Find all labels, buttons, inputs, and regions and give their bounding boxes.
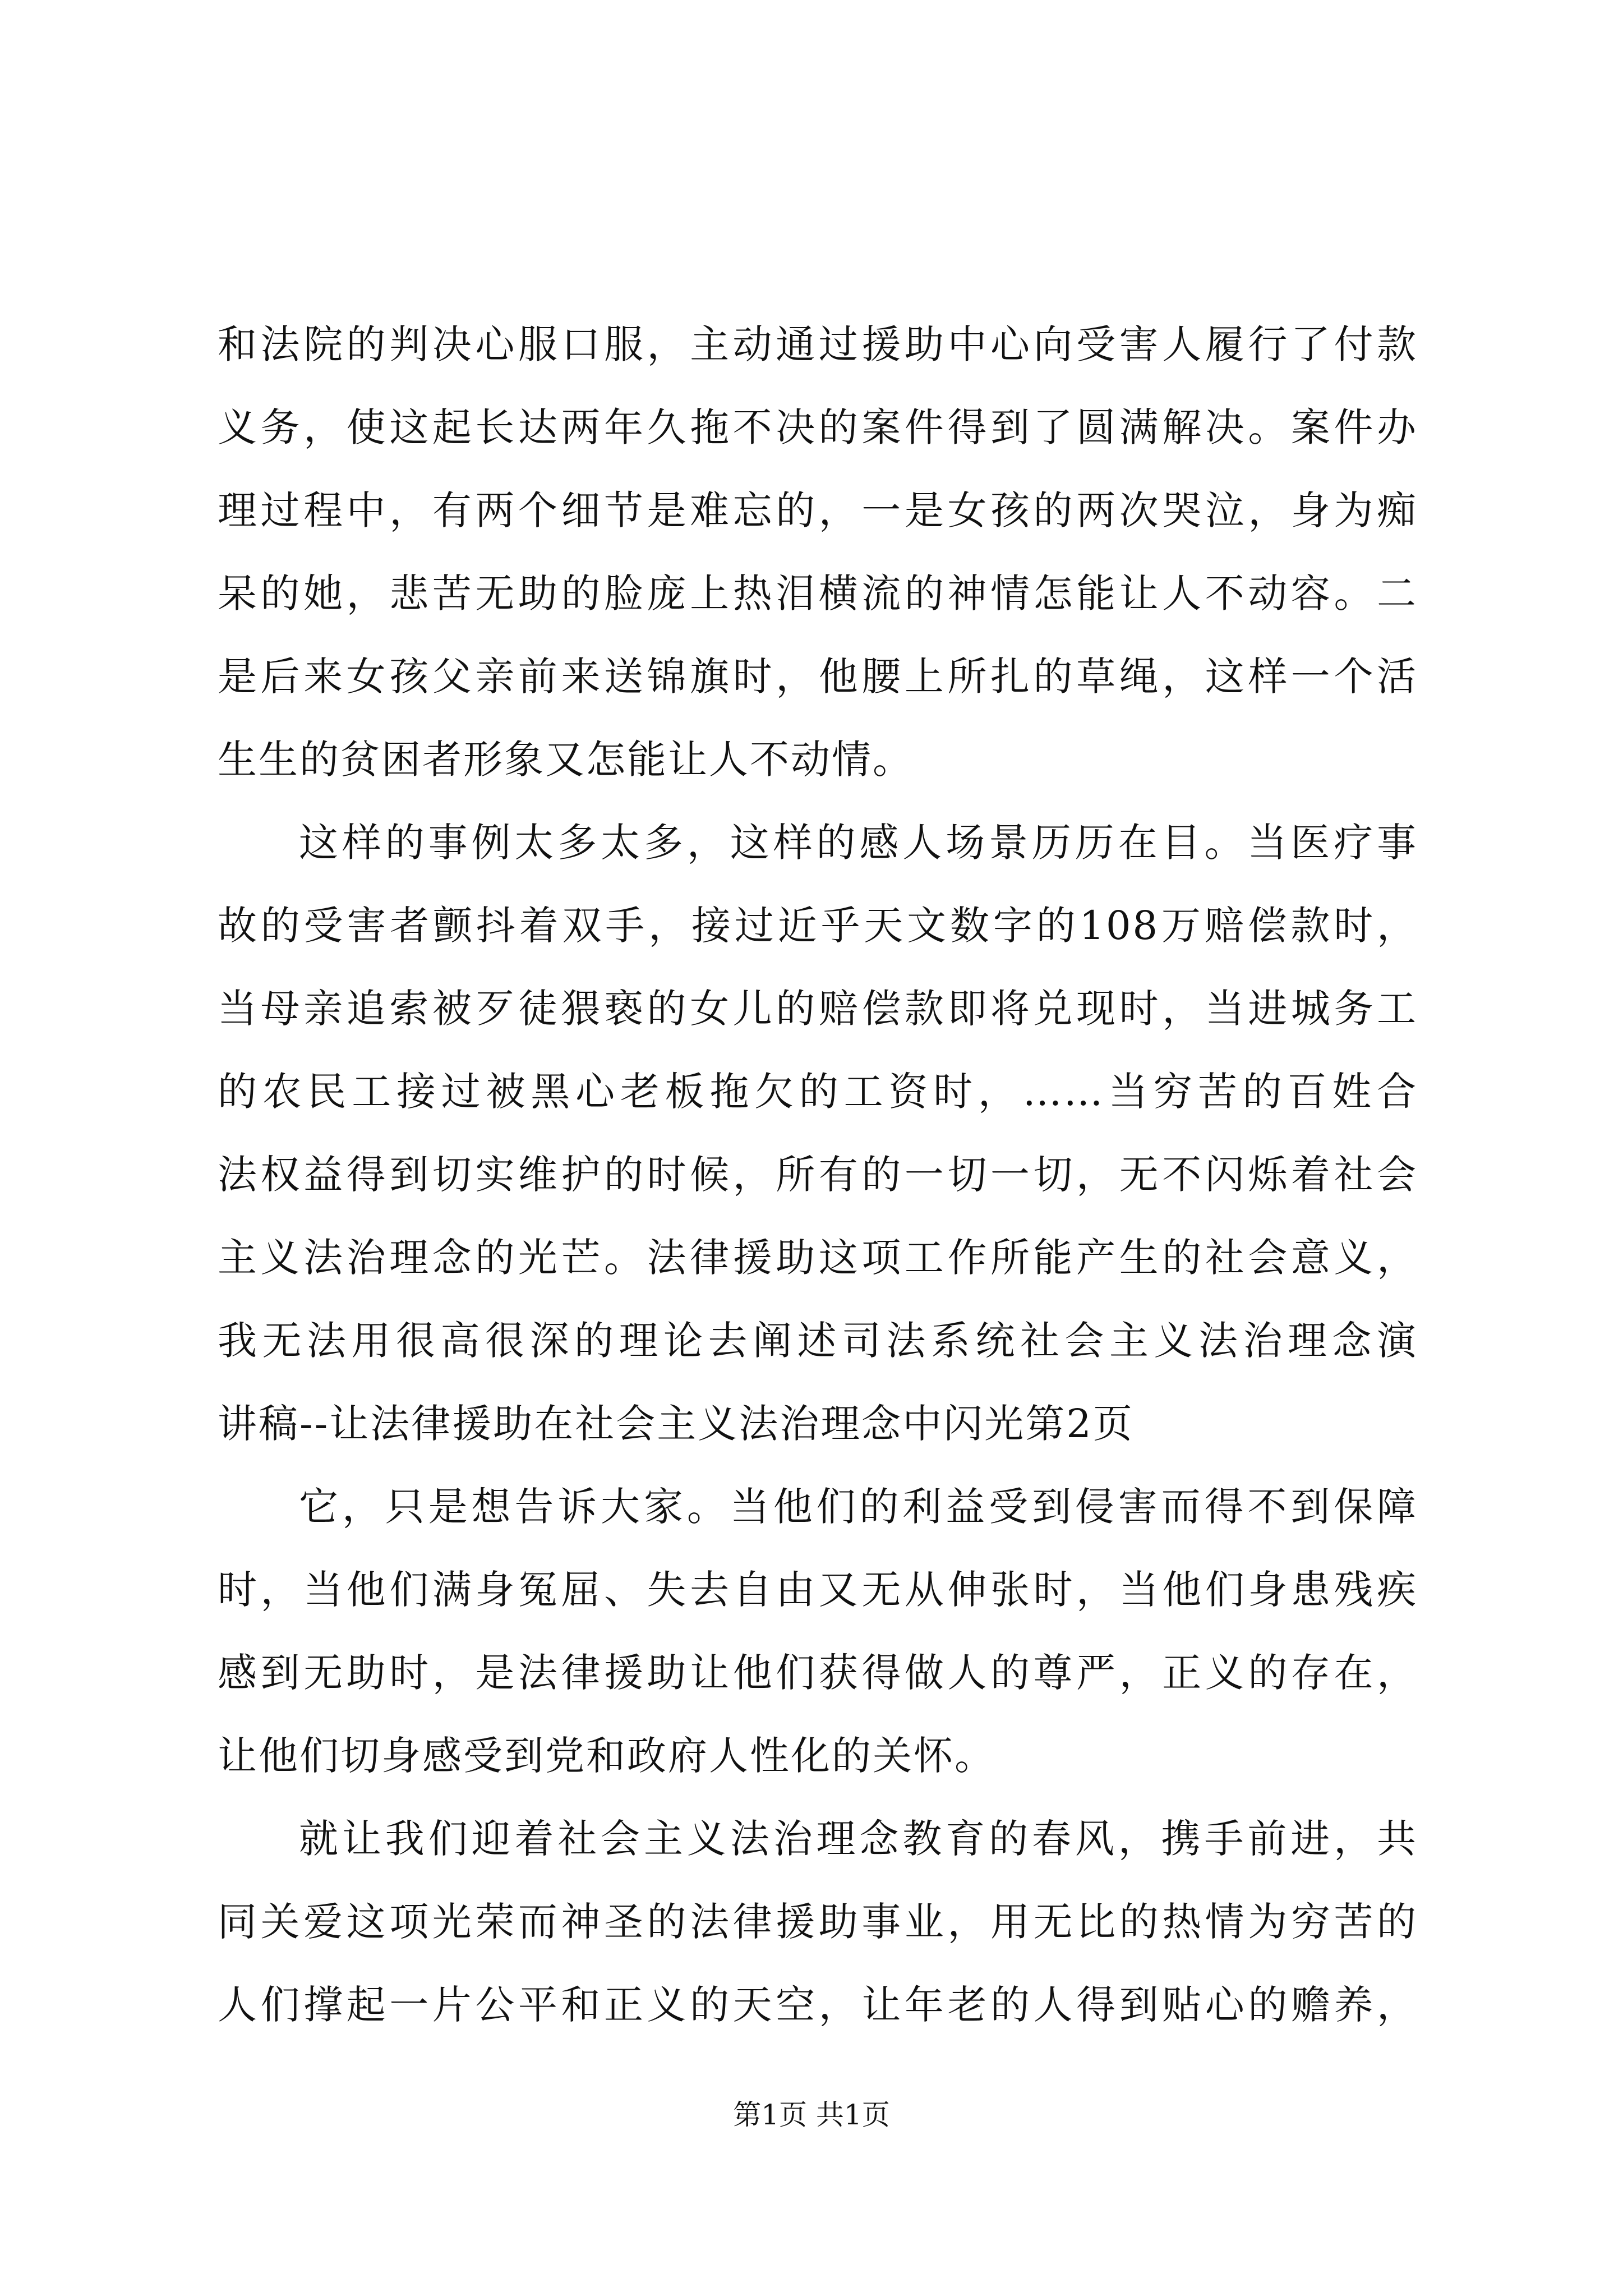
text-line: 和法院的判决心服口服，主动通过援助中心向受害人履行了付款 xyxy=(218,321,1418,367)
text-line: 同关爱这项光荣而神圣的法律援助事业，用无比的热情为穷苦的 xyxy=(218,1899,1418,1945)
text-line: 的农民工接过被黑心老板拖欠的工资时，……当穷苦的百姓合 xyxy=(218,1069,1418,1115)
paragraph-first-line: 这样的事例太多太多，这样的感人场景历历在目。当医疗事 xyxy=(299,820,1418,866)
text-line: 义务，使这起长达两年久拖不决的案件得到了圆满解决。案件办 xyxy=(218,404,1418,450)
text-line: 主义法治理念的光芒。法律援助这项工作所能产生的社会意义， xyxy=(218,1235,1418,1281)
text-line: 故的受害者颤抖着双手，接过近乎天文数字的108万赔偿款时， xyxy=(218,903,1418,949)
text-line: 呆的她，悲苦无助的脸庞上热泪横流的神情怎能让人不动容。二 xyxy=(218,570,1418,616)
paragraph-first-line: 就让我们迎着社会主义法治理念教育的春风，携手前进，共 xyxy=(299,1816,1418,1862)
text-line: 理过程中，有两个细节是难忘的，一是女孩的两次哭泣，身为痴 xyxy=(218,487,1418,533)
page-footer: 第1页 共1页 xyxy=(733,2099,890,2131)
paragraph-first-line: 它，只是想告诉大家。当他们的利益受到侵害而得不到保障 xyxy=(299,1484,1418,1530)
text-line: 是后来女孩父亲前来送锦旗时，他腰上所扎的草绳，这样一个活 xyxy=(218,654,1418,700)
text-line: 生生的贫困者形象又怎能让人不动情。 xyxy=(218,737,914,783)
text-line: 当母亲追索被歹徒猥亵的女儿的赔偿款即将兑现时，当进城务工 xyxy=(218,986,1418,1032)
text-line: 法权益得到切实维护的时候，所有的一切一切，无不闪烁着社会 xyxy=(218,1152,1418,1198)
text-line: 感到无助时，是法律援助让他们获得做人的尊严，正义的存在， xyxy=(218,1650,1418,1696)
text-line: 人们撑起一片公平和正义的天空，让年老的人得到贴心的赡养， xyxy=(218,1982,1418,2028)
text-line: 我无法用很高很深的理论去阐述司法系统社会主义法治理念演 xyxy=(218,1318,1418,1364)
text-line: 让他们切身感受到党和政府人性化的关怀。 xyxy=(218,1733,995,1779)
text-line: 讲稿--让法律援助在社会主义法治理念中闪光第2页 xyxy=(218,1401,1134,1447)
body-text xyxy=(218,303,1418,2046)
text-line: 时，当他们满身冤屈、失去自由又无从伸张时，当他们身患残疾 xyxy=(218,1567,1418,1613)
